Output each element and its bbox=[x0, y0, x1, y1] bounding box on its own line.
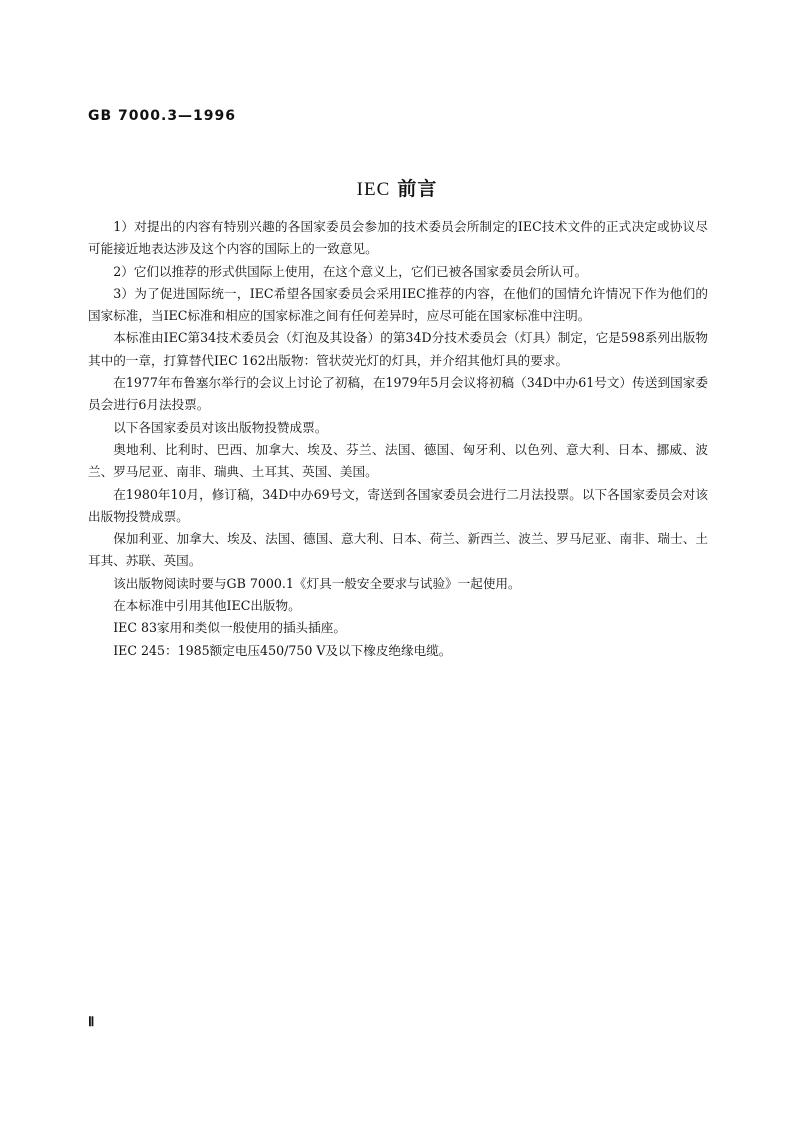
paragraph: 以下各国家委员对该出版物投赞成票。 bbox=[113, 419, 328, 435]
document-body bbox=[88, 216, 708, 662]
paragraph: 在本标准中引用其他IEC出版物。 bbox=[113, 598, 301, 614]
standard-number: GB 7000.3—1996 bbox=[88, 108, 237, 124]
paragraph: 奥地利、比利时、巴西、加拿大、埃及、芬兰、法国、德国、匈牙利、以色列、意大利、日本、挪威、波兰、罗马尼亚、南非、瑞典、土耳其、英国、美国。 bbox=[88, 441, 708, 480]
page-number: Ⅱ bbox=[88, 1014, 95, 1029]
paragraph: 2）它们以推荐的形式供国际上使用，在这个意义上，它们已被各国家委员会所认可。 bbox=[113, 263, 588, 279]
paragraph: 该出版物阅读时要与GB 7000.1《灯具一般安全要求与试验》一起使用。 bbox=[113, 575, 521, 591]
paragraph: 3）为了促进国际统一，IEC希望各国家委员会采用IEC推荐的内容，在他们的国情允许情况下作为他们的国家标准，当IEC标准和相应的国家标准之间有任何差异时，应尽可能在国家标准中注明。 bbox=[88, 285, 708, 324]
paragraph: 在1980年10月，修订稿，34D中办69号文，寄送到各国家委员会进行二月法投票。以下各国家委员会对该出版物投赞成票。 bbox=[88, 486, 708, 524]
paragraph: 本标准由IEC第34技术委员会（灯泡及其设备）的第34D分技术委员会（灯具）制定，它是598系列出版物其中的一章，打算替代IEC 162出版物：管状荧光灯的灯具，并介绍其他灯具的要求。 bbox=[88, 330, 708, 368]
title-text: 前言 bbox=[397, 178, 438, 200]
page-title bbox=[0, 174, 794, 201]
paragraph: 保加利亚、加拿大、埃及、法国、德国、意大利、日本、荷兰、新西兰、波兰、罗马尼亚、南非、瑞士、土耳其、苏联、英国。 bbox=[88, 531, 708, 569]
title-prefix: IEC bbox=[356, 179, 391, 200]
paragraph: IEC 245：1985额定电压450/750 V及以下橡皮绝缘电缆。 bbox=[113, 642, 452, 658]
paragraph: IEC 83家用和类似一般使用的插头插座。 bbox=[113, 620, 346, 636]
paragraph: 1）对提出的内容有特别兴趣的各国家委员会参加的技术委员会所制定的IEC技术文件的正式决定或协议尽可能接近地表达涉及这个内容的国际上的一致意见。 bbox=[88, 219, 708, 257]
paragraph: 在1977年布鲁塞尔举行的会议上讨论了初稿，在1979年5月会议将初稿（34D中办61号文）传送到国家委员会进行6月法投票。 bbox=[88, 375, 708, 413]
